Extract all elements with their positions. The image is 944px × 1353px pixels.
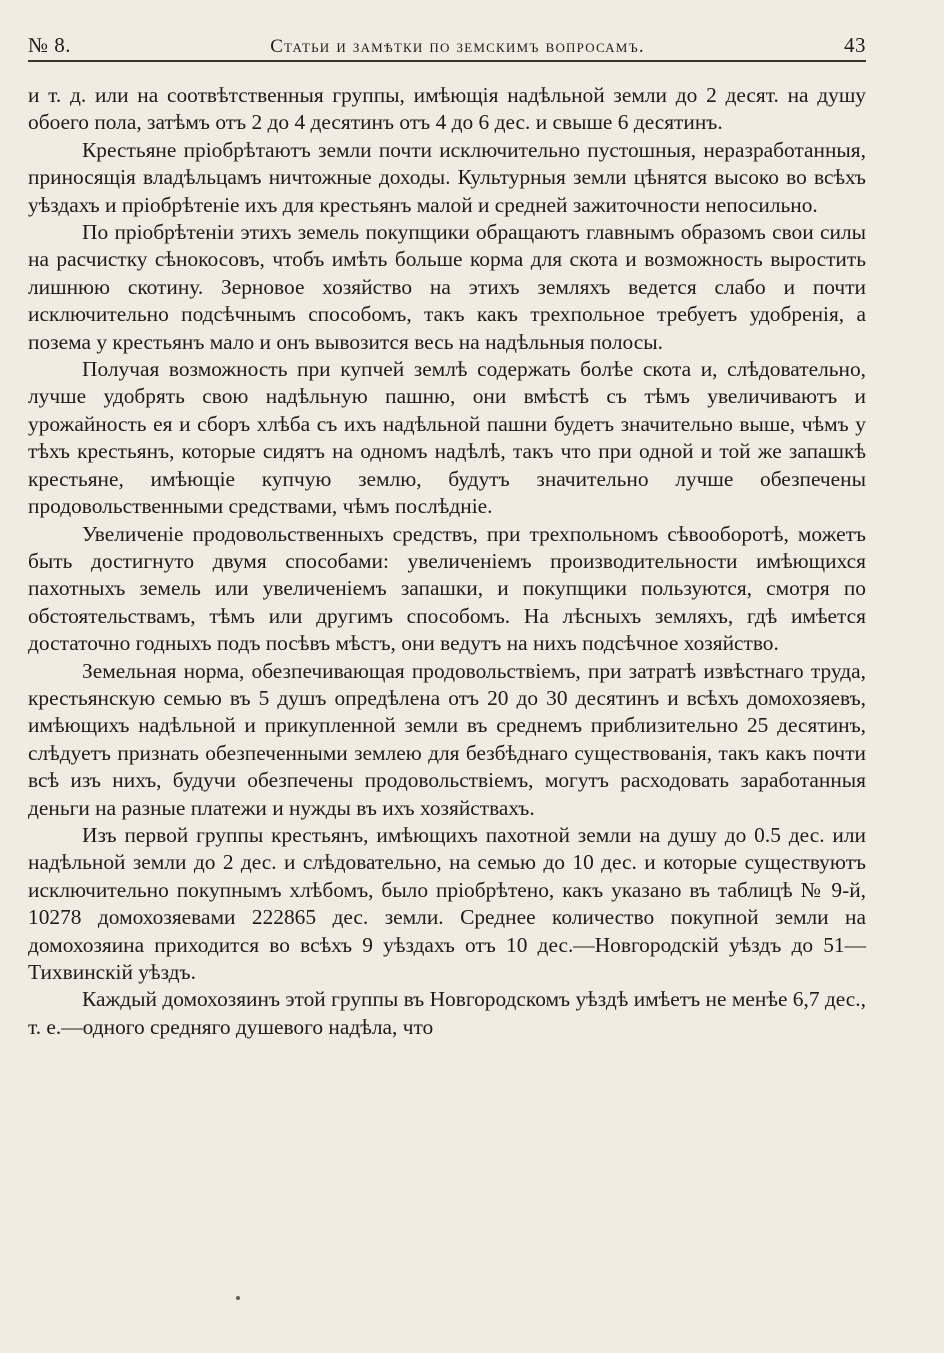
header-rule xyxy=(28,60,866,62)
paragraph: Каждый домохозяинъ этой группы въ Новгородскомъ уѣздѣ имѣетъ не менѣе 6,7 дес., т. е.—одного средняго душевого надѣла, что xyxy=(28,987,866,1039)
running-header xyxy=(28,22,866,58)
issue-number: № 8. xyxy=(28,33,72,57)
body-text xyxy=(28,82,866,1041)
page-number: 43 xyxy=(844,33,866,57)
paragraph: Получая возможность при купчей землѣ содержать болѣе скота и, слѣдовательно, лучше удобрять свою надѣльную пашню, они вмѣстѣ съ тѣмъ увеличиваютъ и урожайность ея и сборъ хлѣба съ ихъ надѣльной пашни будетъ значительно выше, чѣмъ у тѣхъ крестьянъ, которые сидятъ на одномъ надѣлѣ, такъ что при одной и той же запашкѣ крестьяне, имѣющіе купчую землю, будутъ значительно лучше обезпечены продовольственными средствами, чѣмъ послѣдніе. xyxy=(28,357,866,519)
section-title: Статьи и замѣтки по земскимъ вопросамъ. xyxy=(270,36,645,57)
paragraph: Земельная норма, обезпечивающая продовольствіемъ, при затратѣ извѣстнаго труда, крестьянскую семью въ 5 душъ опредѣлена отъ 20 до 30 десятинъ и всѣхъ домохозяевъ, имѣющихъ надѣльной и прикупленной земли въ среднемъ приблизительно 25 десятинъ, слѣдуетъ признать обезпеченными землею для безбѣднаго существованія, такъ какъ почти всѣ изъ нихъ, будучи обезпечены продовольствіемъ, могутъ расходовать заработанныя деньги на разные платежи и нужды въ ихъ хозяйствахъ. xyxy=(28,658,866,820)
ink-speck xyxy=(236,1296,240,1300)
paragraph: Крестьяне пріобрѣтаютъ земли почти исключительно пустошныя, неразработанныя, приносящія владѣльцамъ ничтожные доходы. Культурныя земли цѣнятся высоко во всѣхъ уѣздахъ и пріобрѣтеніе ихъ для крестьянъ малой и средней зажиточности непосильно. xyxy=(28,137,866,217)
paragraph: Увеличеніе продовольственныхъ средствъ, при трехпольномъ сѣвооборотѣ, можетъ быть достигнуто двумя способами: увеличеніемъ производительности имѣющихся пахотныхъ земель или увеличеніемъ запашки, и покупщики пользуются, смотря по обстоятельствамъ, тѣмъ или другимъ способомъ. На лѣсныхъ земляхъ, гдѣ имѣется достаточно годныхъ подъ посѣвъ мѣстъ, они ведутъ на нихъ подсѣчное хозяйство. xyxy=(28,521,866,656)
paragraph: Изъ первой группы крестьянъ, имѣющихъ пахотной земли на душу до 0.5 дес. или надѣльной земли до 2 дес. и слѣдовательно, на семью до 10 дес. и которые существуютъ исключительно покупнымъ хлѣбомъ, было пріобрѣтено, какъ указано въ таблицѣ № 9-й, 10278 домохозяевами 222865 дес. земли. Среднее количество покупной земли на домохозяина приходится во всѣхъ 9 уѣздахъ отъ 10 дес.—Новгородскій уѣздъ до 51—Тихвинскій уѣздъ. xyxy=(28,822,866,984)
paragraph-continued: и т. д. или на соотвѣтственныя группы, имѣющія надѣльной земли до 2 десят. на душу обоего пола, затѣмъ отъ 2 до 4 десятинъ отъ 4 до 6 дес. и свыше 6 десятинъ. xyxy=(28,83,866,135)
paragraph: По пріобрѣтеніи этихъ земель покупщики обращаютъ главнымъ образомъ свои силы на расчистку сѣнокосовъ, чтобъ имѣть больше корма для скота и возможность выростить лишнюю скотину. Зерновое хозяйство на этихъ земляхъ ведется слабо и почти исключительно подсѣчнымъ способомъ, такъ какъ трехпольное требуетъ удобренія, а позема у крестьянъ мало и онъ вывозится весь на надѣльныя полосы. xyxy=(28,220,866,354)
